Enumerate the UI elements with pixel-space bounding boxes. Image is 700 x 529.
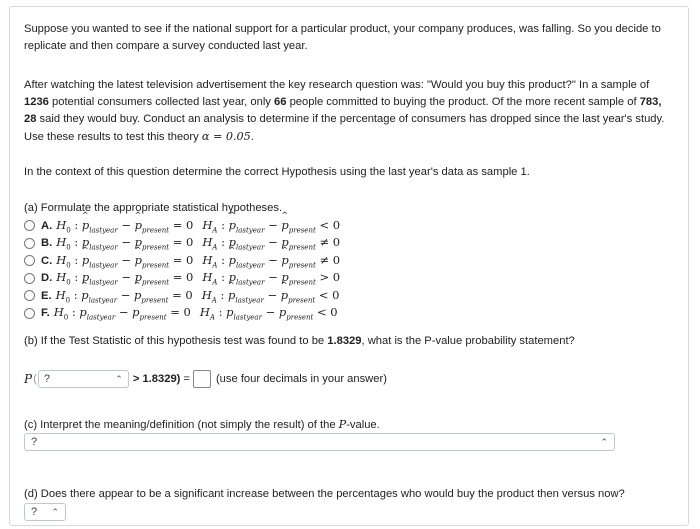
hypothesis-expression: $H_0$ : $p_{lastyear} - p_{present} = 0$ $H_A$ : $p_{lastyear} - p_{present} \ne 0$ xyxy=(56,235,341,252)
part-c-label: (c) Interpret the meaning/definition (not simply the result) of the P-value. xyxy=(24,418,380,431)
choice-letter: A. xyxy=(41,219,53,232)
intro-paragraph-1: Suppose you wanted to see if the national support for a particular product, your company produces, was falling. So you decide to replicate and then compare a survey conducted last year. xyxy=(24,23,661,52)
part-a-label: (a) Formulate the appropriate statistical hypotheses. xyxy=(24,202,283,214)
interpretation-select[interactable]: ? ⌃ xyxy=(24,433,615,451)
hypothesis-expression: $H_0$ : $p_{lastyear} - p_{present} = 0$ $H_A$ : $p_{lastyear} - p_{present} > 0$ xyxy=(56,270,341,287)
increase-select[interactable]: ? ⌃ xyxy=(24,503,66,521)
choice-letter: E. xyxy=(41,289,52,302)
part-d-label: (d) Does there appear to be a significant increase between the percentages who would buy the product then versus now? xyxy=(24,488,625,500)
hypothesis-choice[interactable] xyxy=(24,252,676,270)
p-direction-select[interactable]: ? ⌃ xyxy=(38,370,129,388)
hypothesis-expression: $H_0$ : ^ $p_{lastyear}$ − ^ $p_{present} = 0$ $H_A$ : ^ $p_{lastyear}$ − ^ $p_{present} < 0$ xyxy=(56,218,340,234)
part-b-answer-row: P ( ? ⌃ > 1.8329) = (use four decimals in your answer) xyxy=(24,372,387,386)
hypothesis-choice[interactable] xyxy=(24,217,676,235)
chevron-updown-icon: ⌃ xyxy=(51,506,59,517)
chevron-updown-icon: ⌃ xyxy=(600,436,608,447)
radio-button[interactable] xyxy=(24,290,35,301)
radio-button[interactable] xyxy=(24,238,35,249)
intro-paragraph-3: In the context of this question determine the correct Hypothesis using the last year's data as sample 1. xyxy=(24,166,530,178)
hypothesis-expression: $H_0$ : ^ $p_{lastyear}$ − ^ $p_{present} = 0$ $H_A$ : ^ $p_{lastyear}$ − ^ $p_{present} \ne 0$ xyxy=(56,253,340,269)
radio-button[interactable] xyxy=(24,255,35,266)
hypothesis-expression: $H_0$ : ^ $p_{lastyear}$ − ^ $p_{present} = 0$ $H_A$ : ^ $p_{lastyear}$ − ^ $p_{present} < 0$ xyxy=(56,288,340,304)
intro-paragraph-2: After watching the latest television advertisement the key research question was: "Would you buy this product?" In a sample of 1236 potential consumers collected last year, only 66 people committed to buying the product. Of the more recent sample of 783, 28 said they would buy. Conduct an analysis to determine if the percentage of consumers has dropped since the last year's study. Use these results to test this theory α = 0.05. xyxy=(24,79,665,143)
p-symbol: P xyxy=(24,372,33,386)
chevron-updown-icon: ⌃ xyxy=(115,373,123,384)
choice-letter: C. xyxy=(41,254,53,267)
question-card xyxy=(9,6,689,526)
hypothesis-choice[interactable] xyxy=(24,287,676,305)
hypothesis-expression: $H_0$ : $p_{lastyear} - p_{present} = 0$ $H_A$ : $p_{lastyear} - p_{present} < 0$ xyxy=(53,305,338,322)
hypothesis-choice[interactable] xyxy=(24,270,676,288)
part-b-label: (b) If the Test Statistic of this hypothesis test was found to be 1.8329, what is the P-value probability statement? xyxy=(24,335,575,347)
radio-button[interactable] xyxy=(24,220,35,231)
hypothesis-choices xyxy=(24,217,676,322)
choice-letter: B. xyxy=(41,237,53,250)
choice-letter: F. xyxy=(41,307,50,320)
radio-button[interactable] xyxy=(24,308,35,319)
p-value-input[interactable] xyxy=(193,370,211,388)
alpha-value: α = 0.05 xyxy=(201,130,251,143)
choice-letter: D. xyxy=(41,272,53,285)
hypothesis-choice[interactable] xyxy=(24,235,676,253)
radio-button[interactable] xyxy=(24,273,35,284)
hypothesis-choice[interactable] xyxy=(24,305,676,323)
